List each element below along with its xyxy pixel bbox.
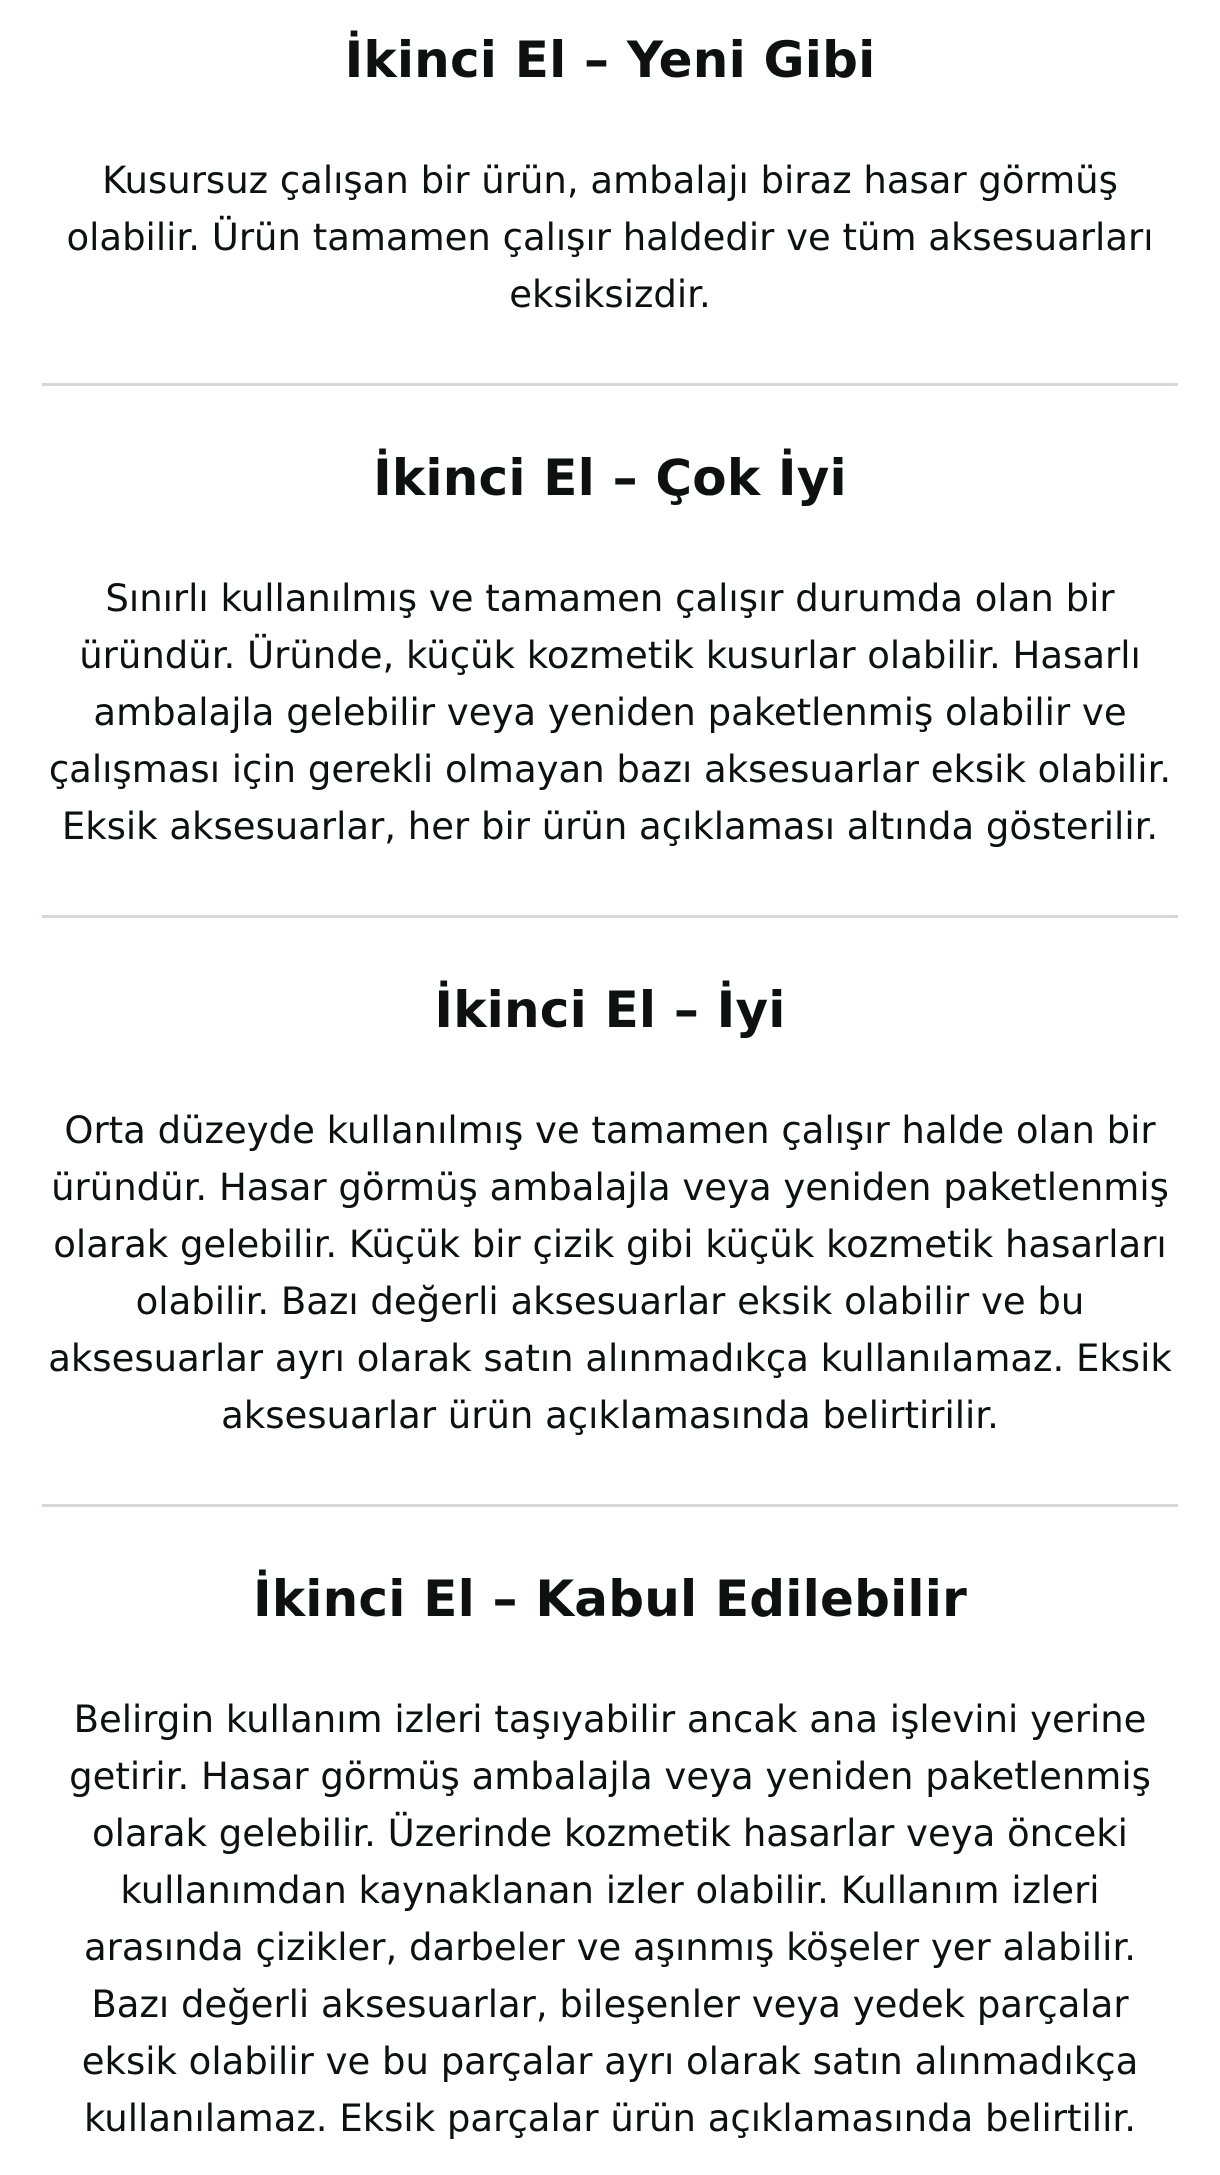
- section-description: Orta düzeyde kullanılmış ve tamamen çalışır halde olan bir üründür. Hasar görmüş ambalajla veya yeniden paketlenmiş olarak gelebilir. Küçük bir çizik gibi küçük kozmetik hasarları olabilir. Bazı değerli aksesuarlar eksik olabilir ve bu aksesuarlar ayrı olarak satın alınmadıkça kullanılamaz. Eksik aksesuarlar ürün açıklamasında belirtirilir.: [48, 1109, 1172, 1437]
- section-title: İkinci El – Çok İyi: [373, 449, 847, 507]
- section-title: İkinci El – Kabul Edilebilir: [253, 1570, 967, 1628]
- condition-good: [42, 918, 1178, 1444]
- section-description: Sınırlı kullanılmış ve tamamen çalışır durumda olan bir üründür. Üründe, küçük kozmetik kusurlar olabilir. Hasarlı ambalajla gelebilir veya yeniden paketlenmiş olabilir ve çalışması için gerekli olmayan bazı aksesuarlar eksik olabilir. Eksik aksesuarlar, her bir ürün açıklaması altında gösterilir.: [48, 577, 1172, 848]
- section-description: Belirgin kullanım izleri taşıyabilir ancak ana işlevini yerine getirir. Hasar görmüş ambalajla veya yeniden paketlenmiş olarak gelebilir. Üzerinde kozmetik hasarlar veya önceki kullanımdan kaynaklanan izler olabilir. Kullanım izleri arasında çizikler, darbeler ve aşınmış köşeler yer alabilir. Bazı değerli aksesuarlar, bileşenler veya yedek parçalar eksik olabilir ve bu parçalar ayrı olarak satın alınmadıkça kullanılamaz. Eksik parçalar ürün açıklamasında belirtilir.: [69, 1698, 1151, 2140]
- section-title: İkinci El – İyi: [434, 981, 786, 1039]
- condition-acceptable: [42, 1507, 1178, 2147]
- condition-like-new: [42, 0, 1178, 323]
- condition-very-good: [42, 386, 1178, 855]
- section-description: Kusursuz çalışan bir ürün, ambalajı biraz hasar görmüş olabilir. Ürün tamamen çalışır haldedir ve tüm aksesuarları eksiksizdir.: [66, 159, 1154, 316]
- section-title: İkinci El – Yeni Gibi: [344, 31, 876, 89]
